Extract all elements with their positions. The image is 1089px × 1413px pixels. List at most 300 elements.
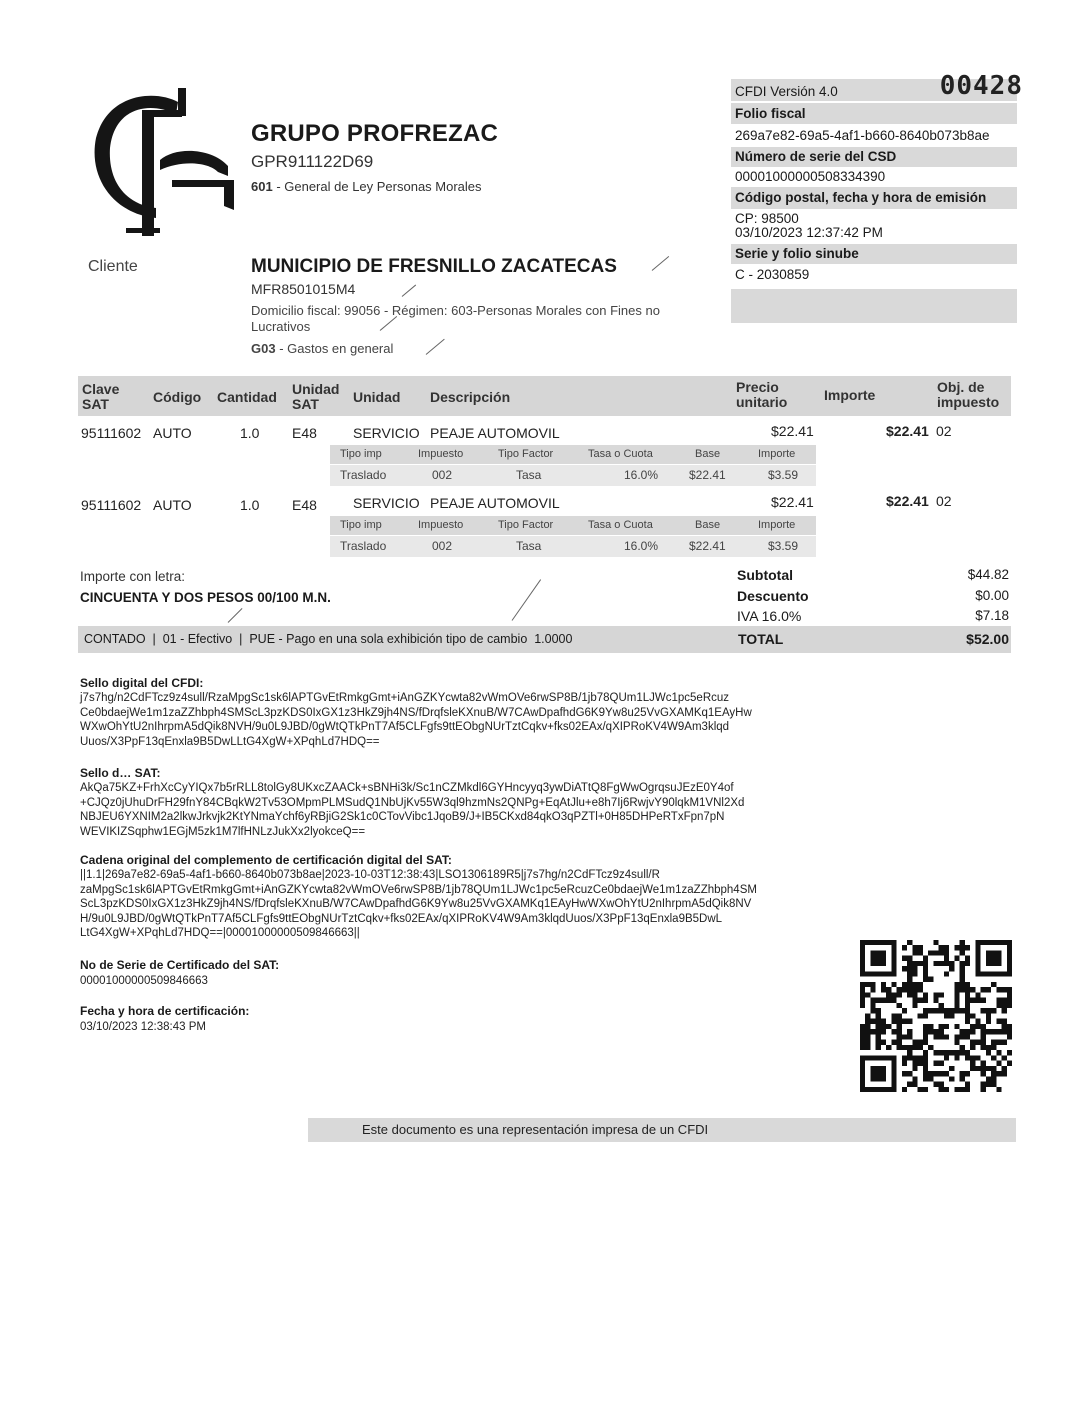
regime-code: 601 <box>251 179 273 194</box>
qr-module <box>897 1013 902 1018</box>
qr-module <box>939 961 944 966</box>
qr-module <box>876 1045 881 1050</box>
item-descripcion: PEAJE AUTOMOVIL <box>430 425 560 441</box>
tax-tasa: 16.0% <box>624 539 659 553</box>
col-codigo: Código <box>153 389 202 405</box>
col-importe: Importe <box>824 387 876 403</box>
qr-module <box>923 1087 928 1092</box>
qr-module <box>954 992 959 997</box>
handwritten-folio: 00428 <box>939 71 1023 101</box>
qr-module <box>933 1071 938 1076</box>
qr-module <box>965 982 970 987</box>
qr-module <box>996 998 1001 1003</box>
qr-module <box>923 1076 928 1081</box>
tax-col-importe: Importe <box>758 448 796 460</box>
item-obj: 02 <box>936 493 952 509</box>
qr-module <box>881 1029 886 1034</box>
series-value: C - 2030859 <box>735 267 810 282</box>
qr-module <box>975 1024 980 1029</box>
qr-module <box>870 987 875 992</box>
qr-module <box>886 998 891 1003</box>
qr-module <box>944 956 949 961</box>
qr-module <box>944 1050 949 1055</box>
qr-module <box>876 1034 881 1039</box>
qr-module <box>907 992 912 997</box>
qr-module <box>918 1045 923 1050</box>
qr-module <box>923 1034 928 1039</box>
item-importe: $22.41 <box>886 493 929 509</box>
qr-module <box>907 956 912 961</box>
qr-module <box>970 998 975 1003</box>
col-cantidad: Cantidad <box>217 389 277 405</box>
qr-module <box>897 1040 902 1045</box>
qr-module <box>897 1019 902 1024</box>
footer-text: Este documento es una representación impresa de un CFDI <box>362 1122 709 1137</box>
qr-module <box>923 956 928 961</box>
qr-module <box>902 1061 907 1066</box>
qr-module <box>897 1024 902 1029</box>
cadena-original: ||1.1|269a7e82-69a5-4af1-b660-8640b073b8ae|2023-10-03T12:38:43|LSO1306189R5|j7s7hg/n2CdFTcz9z4sull/R zaMpgSc1sk6lAPTGvEtRmkgGmt+iAnGZKYcwta82vWmOVe6rwSP8B/1jb78QUm1LJWc1pc5eRcuzCe0bdaejWe1m1zaZZhbph4SM ScL3pzKDS0IxGX1z3HkZ9jh4NS/fDrqfsleKXnuB/W7CAwDpafhdG6K9Yw8u25VvGXAMKq1EAyHwWXwOhYtU2nIhrpmA5dQik8NV H/9u0L9JBD/0gWtQTkPnT7Af5CLFgfs9ttEObgNUrTztCqkv+fks02EAx/qXIPRoKV4W9Am3klqdUuos/X3PpF13qEnxla9B5DwL LtG4XgW+XPqhLd7HDQ==|00001000000509846663|| <box>80 869 757 939</box>
qr-module <box>939 1050 944 1055</box>
company-logo <box>86 88 236 236</box>
qr-module <box>933 1034 938 1039</box>
qr-module <box>960 966 965 971</box>
tax-tasa: 16.0% <box>624 468 659 482</box>
qr-module <box>1007 992 1012 997</box>
qr-module <box>912 1055 917 1060</box>
qr-module <box>860 998 865 1003</box>
qr-module <box>860 1003 865 1008</box>
qr-module <box>981 1082 986 1087</box>
sello-sat: AkQa75KZ+FrhXcCyYIQx7b5rRLL8tolGy8UKxcZAACk+sBNHi3k/Sc1nCZMkdl6GYHncyyq3ywDiATtQ8FgWwOgrqsuJEzE0Y4of +CJQz0jUhuDrFH29fnY84CBqkW2Tv53OMpmPLMSudQ1NbUjKv55W3ql9hzmNs2QNPg+EqAtJlu+e8h7Ij6RwjvY90lqkM1VNl2Xd NBJEU6YXNIM2a2lkwJrkvjk2KtYNmaYchf6yRBjiG2Sk1c0CTovVibc1JqoB9/J+IB5CKxd84qkO3qPZTl+0H85DHPeRTxFpn7pN WEVIKIZSqphw1EGjM5zk1M7lfHNLzJukXx2lyokceQ== <box>80 782 745 838</box>
qr-module <box>981 1024 986 1029</box>
tax-tipo: Traslado <box>340 468 387 482</box>
qr-module <box>965 1019 970 1024</box>
qr-module <box>902 966 907 971</box>
tax-factor: Tasa <box>516 468 542 482</box>
qr-module <box>965 987 970 992</box>
qr-module <box>1002 1024 1007 1029</box>
footer-bar <box>308 1118 1016 1142</box>
qr-module <box>918 982 923 987</box>
tax-col-importe: Importe <box>758 519 796 531</box>
qr-module <box>986 1066 991 1071</box>
item-precio: $22.41 <box>771 423 814 439</box>
subtotal-value: $44.82 <box>967 567 1009 582</box>
qr-module <box>970 1013 975 1018</box>
item-codigo: AUTO <box>153 497 192 513</box>
cert-serial-label: No de Serie de Certificado del SAT: <box>80 958 280 972</box>
qr-module <box>1002 987 1007 992</box>
sello-cfdi: j7s7hg/n2CdFTcz9z4sull/RzaMpgSc1sk6lAPTGvEtRmkgGmt+iAnGZKYcwta82vWmOVe6rwSP8B/1jb78QUm1LJWc1pc5eRcuz Ce0bdaejWe1m1zaZZhbph4SMScL3pzKDS0IxGX1z3HkZ9jh4NS/fDrqfsleKXnuB/W7CAwDpafhdG6K9Yw8u25VvGXAMKq1EAyHw WXwOhYtU2nIhrpmA5dQik8NVH/9u0L9JBD/0gWtQTkPnT7Af5CLFgfs9ttEObgNUrTztCqkv+fks02EAx/qXIPRoKV4W9Am3klqd Uuos/X3PpF13qEnxla9B5DwLLtG4XgW+XPqhLd7HDQ== <box>80 692 752 748</box>
company-regime <box>251 179 482 194</box>
subtotal-label: Subtotal <box>737 567 793 583</box>
qr-module <box>902 987 907 992</box>
qr-module <box>960 1076 965 1081</box>
qr-module <box>876 1019 881 1024</box>
qr-module <box>933 998 938 1003</box>
qr-module <box>970 1040 975 1045</box>
qr-module <box>912 971 917 976</box>
qr-module <box>923 977 928 982</box>
qr-module <box>923 1029 928 1034</box>
qr-module <box>912 950 917 955</box>
qr-module <box>965 1055 970 1060</box>
qr-module <box>939 1003 944 1008</box>
item-unidad-sat: E48 <box>292 497 317 513</box>
qr-module <box>991 1071 996 1076</box>
qr-module <box>991 1082 996 1087</box>
qr-module <box>944 950 949 955</box>
qr-module <box>960 1034 965 1039</box>
qr-module <box>981 1045 986 1050</box>
qr-module <box>923 1024 928 1029</box>
qr-module <box>991 1066 996 1071</box>
qr-module <box>954 1040 959 1045</box>
qr-module <box>881 1019 886 1024</box>
qr-module <box>944 971 949 976</box>
iva-label: IVA 16.0% <box>737 608 802 624</box>
item-unidad: SERVICIO <box>353 425 420 441</box>
qr-module <box>975 1040 980 1045</box>
qr-module <box>865 1034 870 1039</box>
cert-datetime: 03/10/2023 12:38:43 PM <box>80 1021 206 1033</box>
tax-col-tipo: Tipo imp <box>340 519 382 531</box>
items-table-header <box>78 376 1011 416</box>
qr-module <box>970 1045 975 1050</box>
qr-module <box>923 961 928 966</box>
qr-module <box>970 1061 975 1066</box>
qr-module <box>960 950 965 955</box>
item-unidad-sat: E48 <box>292 425 317 441</box>
tax-factor: Tasa <box>516 539 542 553</box>
client-rfc: MFR8501015M4 <box>251 281 356 297</box>
qr-module <box>870 1003 875 1008</box>
qr-module <box>912 992 917 997</box>
qr-module <box>965 956 970 961</box>
qr-module <box>981 1029 986 1034</box>
qr-module <box>912 982 917 987</box>
qr-module <box>1002 998 1007 1003</box>
qr-module <box>923 971 928 976</box>
qr-module <box>986 1029 991 1034</box>
col-unidad-sat: Unidad SAT <box>292 381 340 412</box>
qr-module <box>923 1050 928 1055</box>
qr-module <box>970 1024 975 1029</box>
qr-module <box>891 1019 896 1024</box>
qr-module <box>954 956 959 961</box>
regime-desc: - General de Ley Personas Morales <box>272 179 482 194</box>
qr-module <box>865 1045 870 1050</box>
qr-module <box>907 966 912 971</box>
item-cantidad: 1.0 <box>240 497 260 513</box>
discount-value: $0.00 <box>975 588 1009 603</box>
postal-code: CP: 98500 <box>735 211 799 226</box>
qr-module <box>965 1013 970 1018</box>
qr-module <box>981 1034 986 1039</box>
qr-module <box>918 998 923 1003</box>
qr-module <box>944 945 949 950</box>
qr-code <box>860 940 1012 1092</box>
series-label: Serie y folio sinube <box>731 244 1017 264</box>
qr-module <box>981 1061 986 1066</box>
qr-module <box>933 961 938 966</box>
qr-module <box>902 1087 907 1092</box>
pen-mark <box>402 285 416 297</box>
qr-module <box>949 1050 954 1055</box>
qr-module <box>918 1040 923 1045</box>
emission-label: Código postal, fecha y hora de emisión <box>731 187 1017 209</box>
sello-sat-label: Sello d… SAT: <box>80 766 161 780</box>
tax-tipo: Traslado <box>340 539 387 553</box>
pen-mark <box>426 339 445 355</box>
qr-module <box>907 1050 912 1055</box>
col-unidad: Unidad <box>353 389 401 405</box>
qr-module <box>996 1071 1001 1076</box>
qr-module <box>886 1045 891 1050</box>
qr-module <box>954 1034 959 1039</box>
qr-module <box>954 998 959 1003</box>
qr-module <box>902 1045 907 1050</box>
qr-module <box>907 1034 912 1039</box>
tax-col-factor: Tipo Factor <box>498 519 554 531</box>
qr-module <box>886 1024 891 1029</box>
qr-module <box>870 1029 875 1034</box>
qr-module <box>981 1040 986 1045</box>
qr-module <box>907 1082 912 1087</box>
qr-module <box>881 982 886 987</box>
col-precio: Precio unitario <box>736 379 788 410</box>
qr-module <box>1007 1034 1012 1039</box>
qr-module <box>996 1003 1001 1008</box>
csd-label: Número de serie del CSD <box>731 147 1017 167</box>
tax-col-tasa: Tasa o Cuota <box>588 519 653 531</box>
qr-module <box>933 940 938 945</box>
total-label: TOTAL <box>738 631 784 647</box>
qr-module <box>939 1008 944 1013</box>
qr-module <box>902 1008 907 1013</box>
qr-module <box>928 1071 933 1076</box>
qr-module <box>954 1050 959 1055</box>
qr-module <box>923 1008 928 1013</box>
qr-module <box>918 950 923 955</box>
tax-importe: $3.59 <box>768 468 799 482</box>
qr-module <box>949 1076 954 1081</box>
qr-module <box>954 1055 959 1060</box>
qr-module <box>923 966 928 971</box>
qr-module <box>897 1003 902 1008</box>
qr-module <box>986 1082 991 1087</box>
client-label: Cliente <box>88 258 138 275</box>
qr-module <box>933 1082 938 1087</box>
qr-module <box>960 1045 965 1050</box>
qr-module <box>891 1029 896 1034</box>
qr-module <box>912 1003 917 1008</box>
use-desc: - Gastos en general <box>275 341 394 356</box>
qr-module <box>918 1087 923 1092</box>
amount-in-words: CINCUENTA Y DOS PESOS 00/100 M.N. <box>80 590 331 605</box>
qr-module <box>939 1029 944 1034</box>
amount-words-label: Importe con letra: <box>80 569 186 584</box>
qr-module <box>939 1034 944 1039</box>
qr-module <box>918 1061 923 1066</box>
csd-number: 00001000000508334390 <box>735 169 886 184</box>
qr-module <box>944 1008 949 1013</box>
col-descripcion: Descripción <box>430 389 511 405</box>
qr-module <box>923 998 928 1003</box>
qr-module <box>912 961 917 966</box>
qr-module <box>975 998 980 1003</box>
qr-module <box>923 1055 928 1060</box>
qr-module <box>1002 1071 1007 1076</box>
qr-module <box>944 961 949 966</box>
payment-info: CONTADO | 01 - Efectivo | PUE - Pago en una sola exhibición tipo de cambio 1.0000 <box>84 632 573 646</box>
qr-module <box>981 1008 986 1013</box>
qr-module <box>965 1087 970 1092</box>
qr-module <box>986 1013 991 1018</box>
qr-module <box>928 1029 933 1034</box>
qr-module <box>933 1008 938 1013</box>
qr-module <box>876 1040 881 1045</box>
qr-module <box>991 1008 996 1013</box>
qr-module <box>881 1024 886 1029</box>
qr-module <box>954 987 959 992</box>
iva-value: $7.18 <box>975 608 1009 623</box>
folio-fiscal-label: Folio fiscal <box>731 103 1017 124</box>
qr-module <box>912 1061 917 1066</box>
qr-module <box>975 992 980 997</box>
tax-col-tasa: Tasa o Cuota <box>588 448 653 460</box>
qr-module <box>897 1034 902 1039</box>
qr-module <box>907 961 912 966</box>
qr-module <box>949 961 954 966</box>
item-obj: 02 <box>936 423 952 439</box>
qr-module <box>923 1061 928 1066</box>
qr-module <box>923 1040 928 1045</box>
qr-module <box>965 998 970 1003</box>
qr-module <box>981 1087 986 1092</box>
qr-module <box>975 1019 980 1024</box>
qr-module <box>918 945 923 950</box>
qr-module <box>1007 1024 1012 1029</box>
qr-module <box>881 1040 886 1045</box>
qr-module <box>960 971 965 976</box>
col-obj: Obj. de impuesto <box>937 379 1000 410</box>
qr-module <box>954 1024 959 1029</box>
qr-module <box>996 1061 1001 1066</box>
qr-module <box>897 1029 902 1034</box>
qr-module <box>912 1040 917 1045</box>
qr-module <box>1002 1029 1007 1034</box>
qr-module <box>991 1076 996 1081</box>
qr-module <box>865 1029 870 1034</box>
qr-module <box>996 1050 1001 1055</box>
qr-module <box>865 1040 870 1045</box>
qr-module <box>939 950 944 955</box>
qr-module <box>1002 1040 1007 1045</box>
client-address: Domicilio fiscal: 99056 - Régimen: 603-Personas Morales con Fines no Lucrativos <box>251 303 660 334</box>
qr-module <box>954 982 959 987</box>
qr-module <box>960 987 965 992</box>
qr-module <box>902 1071 907 1076</box>
qr-module <box>954 1087 959 1092</box>
tax-row <box>330 465 816 486</box>
qr-module <box>965 1050 970 1055</box>
qr-module <box>928 977 933 982</box>
qr-module <box>960 1087 965 1092</box>
qr-module <box>928 1008 933 1013</box>
qr-module <box>970 1066 975 1071</box>
qr-module <box>923 1071 928 1076</box>
qr-module <box>1002 1003 1007 1008</box>
tax-header <box>330 516 816 535</box>
cert-serial: 00001000000509846663 <box>80 975 208 987</box>
qr-module <box>981 987 986 992</box>
tax-impuesto: 002 <box>432 468 453 482</box>
qr-module <box>954 1008 959 1013</box>
qr-module <box>891 1040 896 1045</box>
client-name: MUNICIPIO DE FRESNILLO ZACATECAS <box>251 256 617 277</box>
company-rfc: GPR911122D69 <box>251 152 374 171</box>
qr-module <box>902 945 907 950</box>
qr-module <box>986 987 991 992</box>
qr-module <box>928 1076 933 1081</box>
qr-module <box>1007 1029 1012 1034</box>
qr-module <box>960 1071 965 1076</box>
qr-module <box>912 1045 917 1050</box>
qr-module <box>939 1061 944 1066</box>
series-blank <box>731 289 1017 323</box>
qr-module <box>918 987 923 992</box>
total-value: $52.00 <box>966 631 1009 647</box>
qr-module <box>865 1013 870 1018</box>
qr-module <box>1007 998 1012 1003</box>
qr-module <box>907 940 912 945</box>
qr-module <box>939 1087 944 1092</box>
qr-module <box>902 956 907 961</box>
tax-base: $22.41 <box>689 539 726 553</box>
qr-module <box>897 987 902 992</box>
qr-module <box>965 1034 970 1039</box>
qr-module <box>986 1050 991 1055</box>
qr-module <box>975 1055 980 1060</box>
qr-module <box>991 1045 996 1050</box>
tax-col-impuesto: Impuesto <box>418 448 464 460</box>
qr-module <box>928 1024 933 1029</box>
qr-module <box>965 1008 970 1013</box>
qr-module <box>944 1071 949 1076</box>
qr-module <box>923 1013 928 1018</box>
qr-module <box>860 1045 865 1050</box>
qr-module <box>860 987 865 992</box>
folio-fiscal: 269a7e82-69a5-4af1-b660-8640b073b8ae <box>735 128 990 143</box>
qr-module <box>991 1040 996 1045</box>
qr-module <box>975 1066 980 1071</box>
qr-module <box>865 1024 870 1029</box>
qr-module <box>902 982 907 987</box>
qr-module <box>933 992 938 997</box>
qr-module <box>886 987 891 992</box>
qr-module <box>881 998 886 1003</box>
qr-module <box>939 1071 944 1076</box>
qr-module <box>912 1066 917 1071</box>
qr-module <box>907 1071 912 1076</box>
qr-module <box>1002 1019 1007 1024</box>
qr-module <box>907 1055 912 1060</box>
qr-module <box>981 1071 986 1076</box>
qr-module <box>891 998 896 1003</box>
qr-module <box>960 1050 965 1055</box>
